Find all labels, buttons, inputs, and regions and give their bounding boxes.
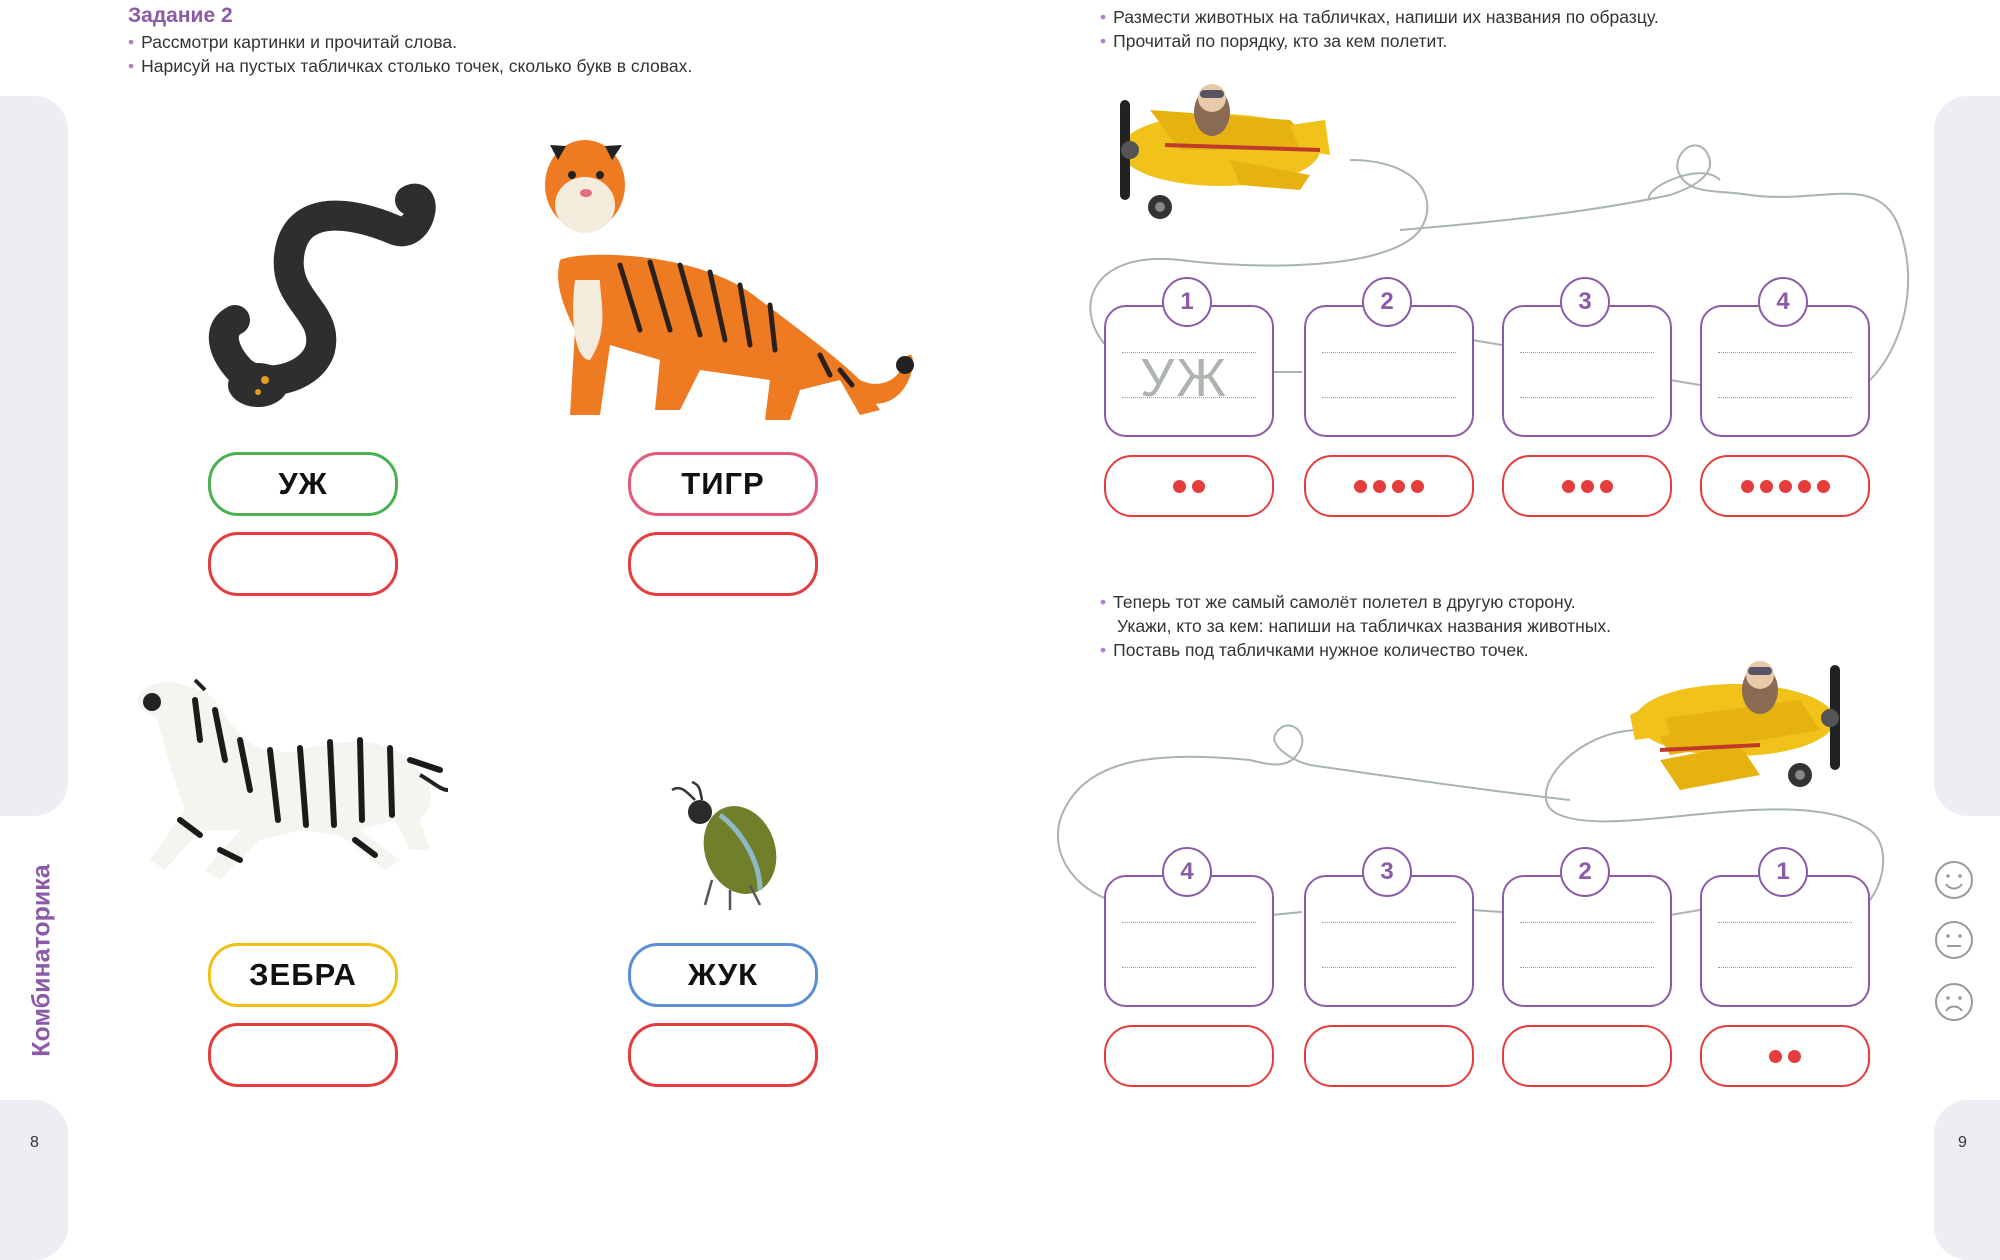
red-dot [1760, 480, 1773, 493]
instruction-line: • Размести животных на табличках, напиши их названия по образцу. [1100, 7, 1659, 27]
red-dot [1600, 480, 1613, 493]
red-dot [1411, 480, 1424, 493]
bottom-dot-box[interactable] [1304, 1025, 1474, 1087]
instruction-line: • Прочитай по порядку, кто за кем полетит. [1100, 31, 1448, 51]
top-sign-number: 1 [1162, 277, 1212, 327]
red-dot [1562, 480, 1575, 493]
top-dot-box [1304, 455, 1474, 517]
page-number-left: 8 [30, 1134, 39, 1151]
bottom-sign-number: 2 [1560, 847, 1610, 897]
airplane-bottom-illustration [1630, 661, 1840, 790]
instruction-line: • Нарисуй на пустых табличках столько точек, сколько букв в словах. [128, 56, 693, 76]
top-sign-number: 4 [1758, 277, 1808, 327]
bottom-sign-number: 1 [1758, 847, 1808, 897]
neutral-face-icon[interactable] [1934, 920, 1974, 960]
instruction-line: • Поставь под табличками нужное количество точек. [1100, 640, 1529, 660]
top-sign-number: 3 [1560, 277, 1610, 327]
bottom-sign-number: 4 [1162, 847, 1212, 897]
red-dot [1817, 480, 1830, 493]
instruction-line: • Рассмотри картинки и прочитай слова. [128, 32, 457, 52]
bottom-dot-box[interactable] [1104, 1025, 1274, 1087]
bottom-sign-number: 3 [1362, 847, 1412, 897]
instruction-line: • Теперь тот же самый самолёт полетел в другую сторону. [1100, 592, 1576, 612]
top-sign-number: 2 [1362, 277, 1412, 327]
page-number-right: 9 [1958, 1134, 1967, 1151]
section-label: Комбинаторика [27, 863, 56, 1057]
top-dot-box [1104, 455, 1274, 517]
airplane-top-illustration [1120, 84, 1330, 219]
top-dot-box [1502, 455, 1672, 517]
bottom-dot-box[interactable] [1502, 1025, 1672, 1087]
red-dot [1788, 1050, 1801, 1063]
red-dot [1581, 480, 1594, 493]
instruction-line: Укажи, кто за кем: напиши на табличках названия животных. [1117, 616, 1612, 636]
sad-face-icon[interactable] [1934, 982, 1974, 1022]
red-dot [1392, 480, 1405, 493]
top-dot-box [1700, 455, 1870, 517]
red-dot [1173, 480, 1186, 493]
word-card-zebra: ЗЕБРА [208, 943, 398, 1007]
red-dot [1192, 480, 1205, 493]
red-dot [1373, 480, 1386, 493]
red-dot [1354, 480, 1367, 493]
red-dot [1741, 480, 1754, 493]
red-dot [1779, 480, 1792, 493]
word-card-zhuk: ЖУК [628, 943, 818, 1007]
bottom-dot-box [1700, 1025, 1870, 1087]
word-card-uzh: УЖ [208, 452, 398, 516]
red-dot [1798, 480, 1811, 493]
smile-face-icon[interactable] [1934, 860, 1974, 900]
task-title: Задание 2 [128, 4, 233, 27]
sample-word: УЖ [1140, 348, 1229, 408]
red-dot [1769, 1050, 1782, 1063]
word-card-tigr: ТИГР [628, 452, 818, 516]
